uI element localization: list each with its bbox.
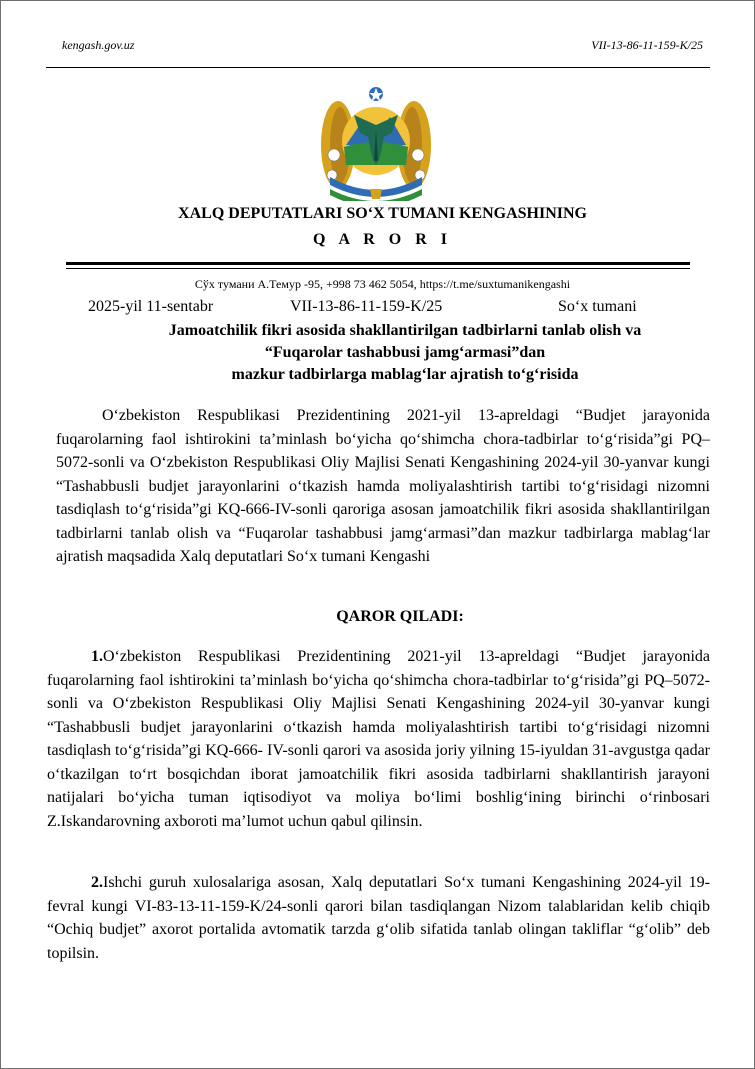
preamble-text: O‘zbekiston Respublikasi Prezidentining 2021-yil 13-apreldagi “Budjet jarayonida fuqarolarning faol ishtirokini ta’minlash bo‘yicha qo‘shimcha chora-tadbirlar to‘g‘risida”gi PQ–5072-sonli va O‘zbekiston Respublikasi Oliy Majlisi Senati Kengashining 2024-yil 30-yanvar kungi “Tashabbusli budjet jarayonlarini o‘tkazish hamda moliyalashtirish tartibi to‘g‘risidagi nizomni tasdiqlash to‘g‘risida”gi KQ-666-IV-sonli qaroriga asosan jamoatchilik fikri asosida shakllantirilgan tadbirlarni tanlab olish va “Fuqarolar tashabbusi jamg‘armasi”dan mazkur tadbirlarga mablag‘lar ajratish maqsadida Xalq deputatlari So‘x tumani Kengashi (56, 407, 710, 565)
letterhead-rule-thick (66, 262, 690, 265)
decision-label: Q A R O R I (312, 231, 452, 248)
title-line: mazkur tadbirlarga mablag‘lar ajratish to‘g‘risida (231, 366, 579, 383)
title-line: “Fuqarolar tashabbusi jamg‘armasi”dan (264, 344, 546, 361)
header-doc-ref: VII-13-86-11-159-K/25 (591, 38, 703, 52)
decision-item (47, 871, 710, 965)
preamble-paragraph (56, 404, 710, 569)
contact-line: Сўх тумани А.Темур -95, +998 73 462 5054, https://t.me/suxtumanikengashi (194, 277, 571, 291)
header-site: kengash.gov.uz (62, 38, 135, 52)
item-number: 1. (91, 648, 103, 665)
item-text: O‘zbekiston Respublikasi Prezidentining 2021-yil 13-apreldagi “Budjet jarayonida fuqarolarning faol ishtirokini ta’minlash bo‘yicha qo‘shimcha chora-tadbirlar to‘g‘risida”gi PQ–5072-sonli va O‘zbekiston Respublikasi Oliy Majlisi Senati Kengashining 2024-yil 30-yanvar kungi “Tashabbusli budjet jarayonlarini o‘tkazish hamda moliyalashtirish tartibi to‘g‘risidagi nizomni tasdiqlash to‘g‘risida”gi KQ-666- IV-sonli qarori va asosida joriy yilning 15-iyuldan 31-avgustga qadar o‘tkazilgan to‘rt bosqichdan iborat jamoatchilik fikri asosida tadbirlarni shakllantirish jarayoni natijalari bo‘yicha tuman iqtisodiyot va moliya bo‘limi boshlig‘ining birinchi o‘rinbosari Z.Iskandarovning axboroti ma’lumot uchun qabul qilinsin. (47, 648, 710, 830)
decision-date: 2025-yil 11-sentabr (88, 298, 214, 315)
item-text: Ishchi guruh xulosalariga asosan, Xalq deputatlari So‘x tumani Kengashining 2024-yil 19-fevral kungi VI-83-13-11-159-K/24-sonli qarori bilan tasdiqlangan Nizom talablaridan kelib chiqib “Ochiq budjet” axorot portalida avtomatik tarzda g‘olib sifatida tanlab olingan takliflar “g‘olib” deb topilsin. (47, 874, 710, 962)
decides-heading: QAROR QILADI: (336, 608, 464, 625)
council-title: XALQ DEPUTATLARI SO‘X TUMANI KENGASHINING (178, 205, 587, 222)
coat-of-arms-icon (316, 85, 436, 201)
letterhead-rule-thin (66, 268, 690, 269)
header-divider (46, 67, 710, 68)
decision-title (0, 320, 755, 386)
decision-item (47, 645, 710, 833)
decision-number: VII-13-86-11-159-K/25 (290, 298, 443, 315)
decision-place: So‘x tumani (558, 298, 637, 315)
item-number: 2. (91, 874, 103, 891)
title-line: Jamoatchilik fikri asosida shakllantirilgan tadbirlarni tanlab olish va (168, 322, 642, 339)
